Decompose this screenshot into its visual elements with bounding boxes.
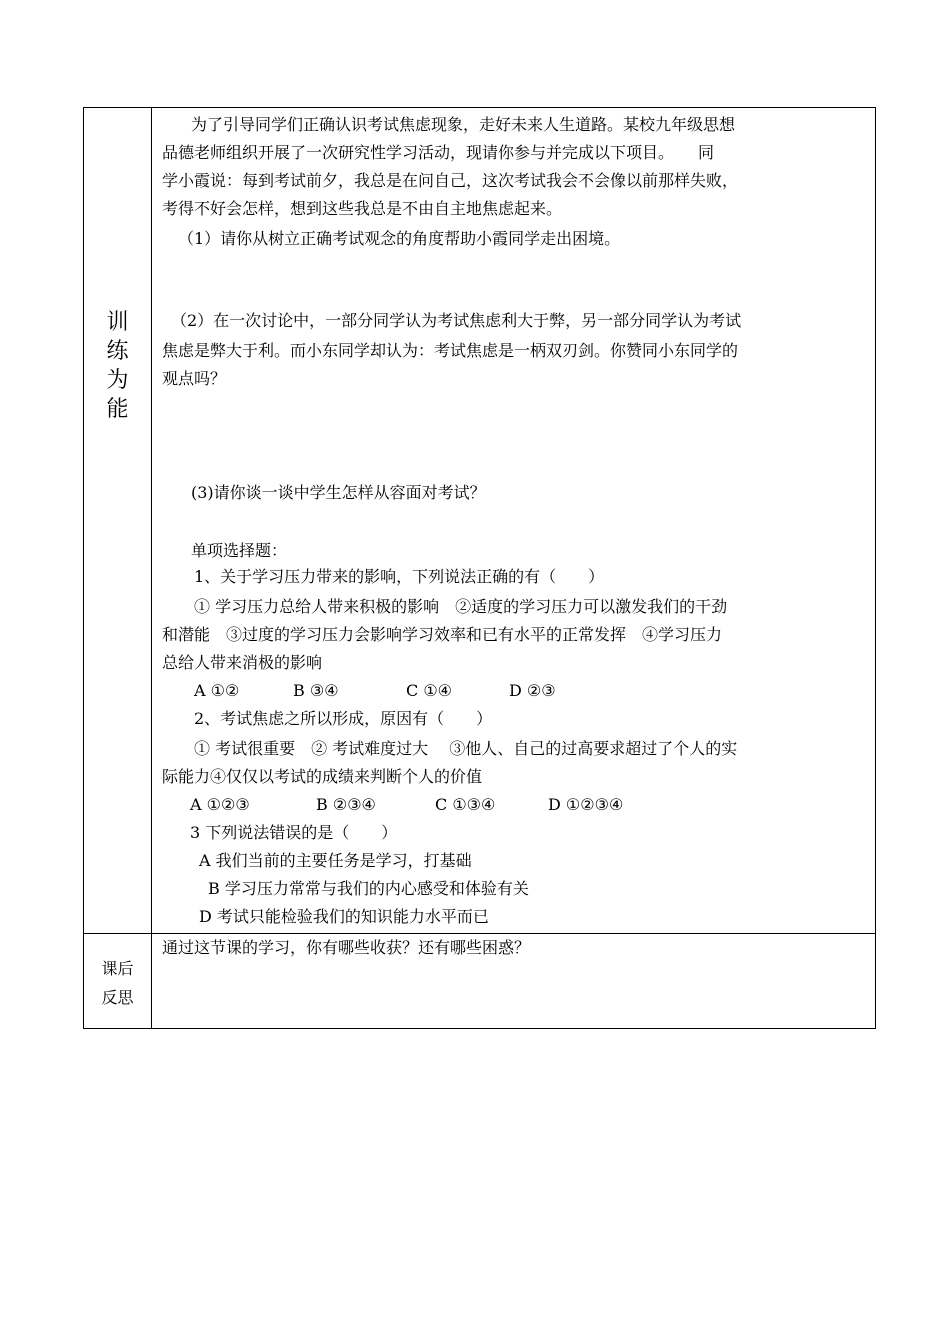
mc2-statement-line: 际能力④仅仅以考试的成绩来判断个人的价值 [162,767,483,786]
intro-line: 学小霞说：每到考试前夕，我总是在问自己，这次考试我会不会像以前那样失败， [162,171,739,190]
mc2-option-c: C ①③④ [435,795,496,814]
mc2-option-a: A ①②③ [190,795,250,814]
mc2-option-d: D ①②③④ [548,795,624,814]
mc2-statement-line: ① 考试很重要 ② 考试难度过大 ③他人、自己的过高要求超过了个人的实 [194,739,738,758]
question-2-line: 观点吗？ [162,369,227,388]
worksheet-table [83,107,876,1029]
intro-line: 考得不好会怎样，想到这些我总是不由自主地焦虑起来。 [162,199,563,218]
mc1-option-a: A ①② [194,681,240,700]
mc1-option-c: C ①④ [406,681,453,700]
mc1-statement-line: 和潜能 ③过度的学习压力会影响学习效率和已有水平的正常发挥 ④学习压力 [162,625,723,644]
mc1-question: 1、关于学习压力带来的影响，下列说法正确的有（ ） [194,567,605,586]
mc3-option-a: A 我们当前的主要任务是学习，打基础 [199,851,472,870]
mc1-statement-line: 总给人带来消极的影响 [162,653,323,672]
intro-line: 品德老师组织开展了一次研究性学习活动，现请你参与并完成以下项目。 同 [162,143,715,162]
mc1-option-d: D ②③ [509,681,556,700]
question-2-line: （2）在一次讨论中，一部分同学认为考试焦虑利大于弊，另一部分同学认为考试 [171,311,742,330]
question-3: (3)请你谈一谈中学生怎样从容面对考试？ [191,483,486,502]
question-1: （1）请你从树立正确考试观念的角度帮助小霞同学走出困境。 [178,229,621,248]
reflection-prompt: 通过这节课的学习，你有哪些收获？还有哪些困惑？ [162,938,531,957]
mc1-option-b: B ③④ [293,681,339,700]
question-2-line: 焦虑是弊大于利。而小东同学却认为：考试焦虑是一柄双刃剑。你赞同小东同学的 [162,341,739,360]
section-label-reflection: 课后 反思 [101,959,134,1007]
row-divider [84,933,875,934]
mc2-question: 2、考试焦虑之所以形成，原因有（ ） [194,709,493,728]
column-divider [151,108,152,1028]
mc1-statement-line: ① 学习压力总给人带来积极的影响 ②适度的学习压力可以激发我们的干劲 [194,597,728,616]
section-label-training: 训 练 为 能 [106,310,129,422]
mc2-option-b: B ②③④ [316,795,376,814]
mc3-option-d: D 考试只能检验我们的知识能力水平而已 [199,907,489,926]
mc3-question: 3 下列说法错误的是（ ） [190,823,398,842]
intro-line: 为了引导同学们正确认识考试焦虑现象，走好未来人生道路。某校九年级思想 [191,115,736,134]
mc3-option-b: B 学习压力常常与我们的内心感受和体验有关 [208,879,529,898]
multiple-choice-title: 单项选择题： [191,541,288,560]
